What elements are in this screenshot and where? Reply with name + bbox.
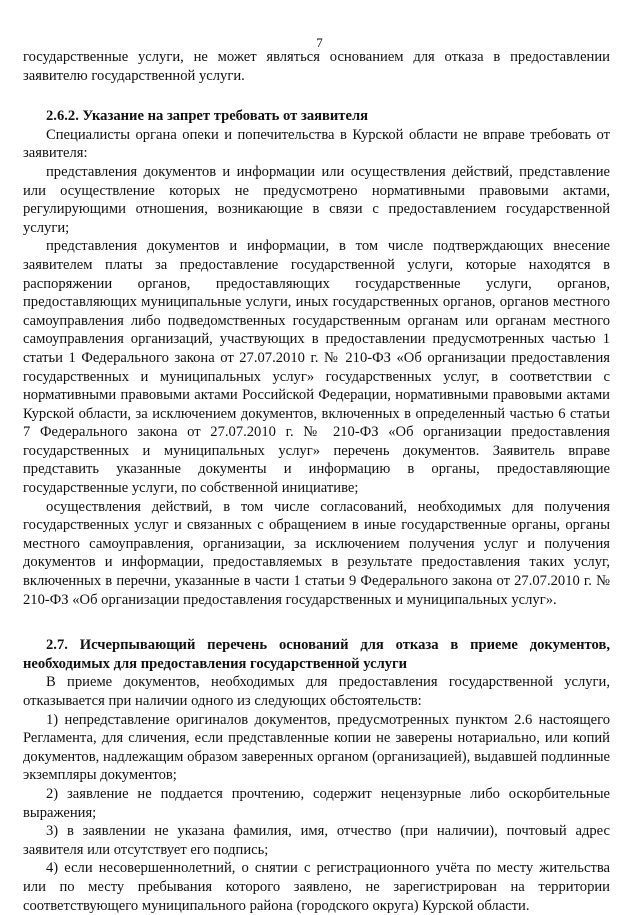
paragraph-specialists: Специалисты органа опеки и попечительства в Курской области не вправе требовать от заявителя: <box>23 126 610 162</box>
list-item-4: 4) если несовершеннолетний, о снятии с регистрационного учёта по месту жительства или по месту пребывания которого заявлено, не зарегистрирован на территории соответствующего муниципального района (городского округа) Курской области. <box>23 860 610 914</box>
document-page <box>23 34 610 915</box>
section-heading-2-7: 2.7. Исчерпывающий перечень оснований для отказа в приеме документов, необходимых для предоставления государственной услуги <box>23 637 610 672</box>
list-item-1: 1) непредставление оригиналов документов, предусмотренных пунктом 2.6 настоящего Регламента, для сличения, если представленные копии не заверены нотариально, или копий документов, надлежащим образом заверенных органом (организацией), выдавшей подлинные экземпляры документов; <box>23 711 610 784</box>
page-number: 7 <box>316 35 323 50</box>
section-heading-2-6-2: 2.6.2. Указание на запрет требовать от заявителя <box>46 108 369 125</box>
paragraph-refusal-intro: В приеме документов, необходимых для предоставления государственной услуги, отказывается при наличии одного из следующих обстоятельств: <box>23 674 610 709</box>
paragraph-continuation: государственные услуги, не может являться основанием для отказа в предоставлении заявителю государственной услуги. <box>23 49 610 84</box>
paragraph-documents-payment: представления документов и информации, в том числе подтверждающих внесение заявителем платы за предоставление государственной услуги, которые находятся в распоряжении органов, предоставляющих государственные услуги, органов, предоставляющих муниципальные услуги, иных государственных органов, органов местного самоуправления либо подведомственных государственным органам или органам местного самоуправления организаций, участвующих в предоставлении предусмотренных частью 1 статьи 1 Федерального закона от 27.07.2010 г. № 210-ФЗ «Об организации предоставления государственных и муниципальных услуг» государственных услуг, в соответствии с нормативными правовыми актами Российской Федерации, нормативными правовыми актами Курской области, за исключением документов, включенных в определенный частью 6 статьи 7 Федерального закона от 27.07.2010 г. № 210-ФЗ «Об организации предоставления государственных и муниципальных услуг» перечень документов. Заявитель вправе представить указанные документы и информацию в органы, предоставляющие государственные услуги, по собственной инициативе; <box>23 238 610 497</box>
paragraph-documents-information: представления документов и информации или осуществления действий, представление или осуществление которых не предусмотрено нормативными правовыми актами, регулирующими отношения, возникающие в связи с предоставлением государственной услуги; <box>23 163 610 236</box>
paragraph-actions-approvals: осуществления действий, в том числе согласований, необходимых для получения государственных услуг и связанных с обращением в иные государственные органы, органы местного самоуправления, организации, за исключением получения услуг и получения документов и информации, предоставляемых в результате предоставления таких услуг, включенных в перечни, указанные в части 1 статьи 9 Федерального закона от 27.07.2010 г. № 210-ФЗ «Об организации предоставления государственных и муниципальных услуг». <box>23 498 610 608</box>
list-item-2: 2) заявление не поддается прочтению, содержит нецензурные либо оскорбительные выражения; <box>23 785 610 821</box>
list-item-3: 3) в заявлении не указана фамилия, имя, отчество (при наличии), почтовый адрес заявителя или отсутствует его подпись; <box>23 823 610 858</box>
